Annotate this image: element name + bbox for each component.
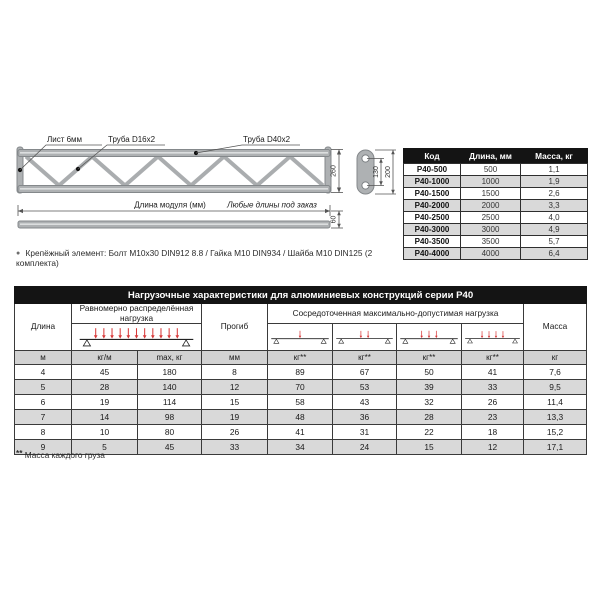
cell: 2500: [461, 212, 521, 224]
load-row: [15, 395, 587, 410]
dimension-260: [331, 150, 344, 193]
col-header-mass: Масса: [524, 304, 587, 351]
cell: 11,4: [524, 395, 587, 410]
mass-footnote: [16, 448, 105, 460]
truss-technical-drawing: [10, 126, 400, 261]
cell: 18: [462, 425, 524, 440]
cell: 48: [268, 410, 333, 425]
bullet-icon: ●: [16, 250, 21, 257]
cell: 2000: [461, 200, 521, 212]
cell: 45: [138, 440, 202, 455]
footnote-text: Масса каждого груза: [24, 450, 105, 460]
cell: 5: [15, 380, 72, 395]
cell: 1,1: [521, 164, 588, 176]
svg-text:260: 260: [330, 165, 338, 177]
cell: 3500: [461, 236, 521, 248]
load-table-header-row: [15, 304, 587, 324]
cell: 15: [397, 440, 462, 455]
cell: 4: [15, 365, 72, 380]
cell: 17,1: [524, 440, 587, 455]
cell: 13,3: [524, 410, 587, 425]
sheet-label: Лист 6мм: [47, 135, 83, 144]
fastener-note-text: Крепёжный элемент: Болт M10x30 DIN912 8.8 / Гайка M10 DIN934 / Шайба M10 DIN125 (2 комплекта): [16, 248, 373, 268]
cell: 23: [462, 410, 524, 425]
cell: 140: [138, 380, 202, 395]
cell: 31: [333, 425, 397, 440]
cell: 5: [72, 440, 138, 455]
cell: 5,7: [521, 236, 588, 248]
unit-cell: кг**: [268, 351, 333, 365]
cell: 70: [268, 380, 333, 395]
cell: P40-3000: [404, 224, 461, 236]
cell: 7: [15, 410, 72, 425]
cell: 43: [333, 395, 397, 410]
cell: 33: [202, 440, 268, 455]
unit-cell: мм: [202, 351, 268, 365]
cell: 500: [461, 164, 521, 176]
unit-cell: кг: [524, 351, 587, 365]
truss-side-view: [17, 147, 331, 193]
cell: 6,4: [521, 248, 588, 260]
unit-cell: кг/м: [72, 351, 138, 365]
unit-cell: max, кг: [138, 351, 202, 365]
end-view: [357, 150, 396, 194]
cell: 28: [72, 380, 138, 395]
module-length-dimension: [18, 201, 343, 229]
cell: 53: [333, 380, 397, 395]
footnote-marker: **: [16, 448, 23, 458]
cell: 33: [462, 380, 524, 395]
cell: 58: [268, 395, 333, 410]
size-row: [404, 188, 588, 200]
cell: 6: [15, 395, 72, 410]
load-diagram-row: [15, 324, 587, 351]
size-row: [404, 236, 588, 248]
cell: 41: [462, 365, 524, 380]
load-table: [14, 286, 587, 455]
cell: 36: [333, 410, 397, 425]
cell: 12: [202, 380, 268, 395]
cell: 32: [397, 395, 462, 410]
cell: 24: [333, 440, 397, 455]
load-table-title-row: [15, 287, 587, 304]
cell: 1000: [461, 176, 521, 188]
cell: 8: [15, 425, 72, 440]
unit-cell: кг**: [462, 351, 524, 365]
dim-200: 200: [385, 166, 392, 178]
custom-length-note: Любые длины под заказ: [227, 200, 317, 210]
cell: 4,0: [521, 212, 588, 224]
size-col-mass: Масса, кг: [521, 149, 588, 164]
cell: 89: [268, 365, 333, 380]
cell: P40-3500: [404, 236, 461, 248]
cell: 1,9: [521, 176, 588, 188]
load-row: [15, 410, 587, 425]
size-row: [404, 164, 588, 176]
col-header-deflection: Прогиб: [202, 304, 268, 351]
cell: 80: [138, 425, 202, 440]
cell: 14: [72, 410, 138, 425]
size-col-length: Длина, мм: [461, 149, 521, 164]
units-row: [15, 351, 587, 365]
dim-130: 130: [373, 166, 380, 178]
load-table-title: Нагрузочные характеристики для алюминиевых конструкций серии P40: [15, 287, 587, 304]
col-header-concentrated: Сосредоточенная максимально-допустимая нагрузка: [268, 304, 524, 324]
col-header-uniform: Равномерно распределённая нагрузка: [72, 304, 202, 324]
cell: 45: [72, 365, 138, 380]
cell: 50: [397, 365, 462, 380]
load-row: [15, 365, 587, 380]
load-row: [15, 425, 587, 440]
concentrated-load-2-diagram: [333, 324, 397, 351]
cell: P40-4000: [404, 248, 461, 260]
concentrated-load-3-diagram: [397, 324, 462, 351]
tube-small-label: Труба D16x2: [108, 135, 156, 144]
cell: P40-2000: [404, 200, 461, 212]
size-row: [404, 224, 588, 236]
cell: 4000: [461, 248, 521, 260]
size-row: [404, 176, 588, 188]
cell: 1500: [461, 188, 521, 200]
cell: 12: [462, 440, 524, 455]
cell: 9,5: [524, 380, 587, 395]
cell: 3,3: [521, 200, 588, 212]
size-table: [403, 148, 588, 260]
unit-cell: кг**: [333, 351, 397, 365]
col-header-length: Длина: [15, 304, 72, 351]
cell: P40-1000: [404, 176, 461, 188]
cell: 26: [202, 425, 268, 440]
fastener-note: [16, 248, 408, 268]
cell: P40-500: [404, 164, 461, 176]
cell: 180: [138, 365, 202, 380]
cell: 2,6: [521, 188, 588, 200]
cell: 67: [333, 365, 397, 380]
cell: 41: [268, 425, 333, 440]
cell: P40-1500: [404, 188, 461, 200]
size-row: [404, 200, 588, 212]
module-length-label: Длина модуля (мм): [134, 200, 206, 210]
concentrated-load-1-diagram: [268, 324, 333, 351]
size-table-header: [404, 149, 588, 164]
cell: 10: [72, 425, 138, 440]
size-row: [404, 212, 588, 224]
cell: 28: [397, 410, 462, 425]
unit-cell: кг**: [397, 351, 462, 365]
cell: 7,6: [524, 365, 587, 380]
unit-cell: м: [15, 351, 72, 365]
tube-large-label: Труба D40x2: [243, 135, 291, 144]
dim-60: 60: [330, 215, 338, 224]
cell: 114: [138, 395, 202, 410]
cell: 34: [268, 440, 333, 455]
cell: 9: [15, 440, 72, 455]
size-col-code: Код: [404, 149, 461, 164]
cell: 98: [138, 410, 202, 425]
cell: 15,2: [524, 425, 587, 440]
cell: 19: [72, 395, 138, 410]
cell: 19: [202, 410, 268, 425]
cell: 3000: [461, 224, 521, 236]
cell: 8: [202, 365, 268, 380]
load-row: [15, 380, 587, 395]
cell: 15: [202, 395, 268, 410]
cell: P40-2500: [404, 212, 461, 224]
cell: 26: [462, 395, 524, 410]
cell: 22: [397, 425, 462, 440]
concentrated-load-4-diagram: [462, 324, 524, 351]
uniform-load-diagram: [72, 324, 202, 351]
cell: 39: [397, 380, 462, 395]
cell: 4,9: [521, 224, 588, 236]
size-row: [404, 248, 588, 260]
